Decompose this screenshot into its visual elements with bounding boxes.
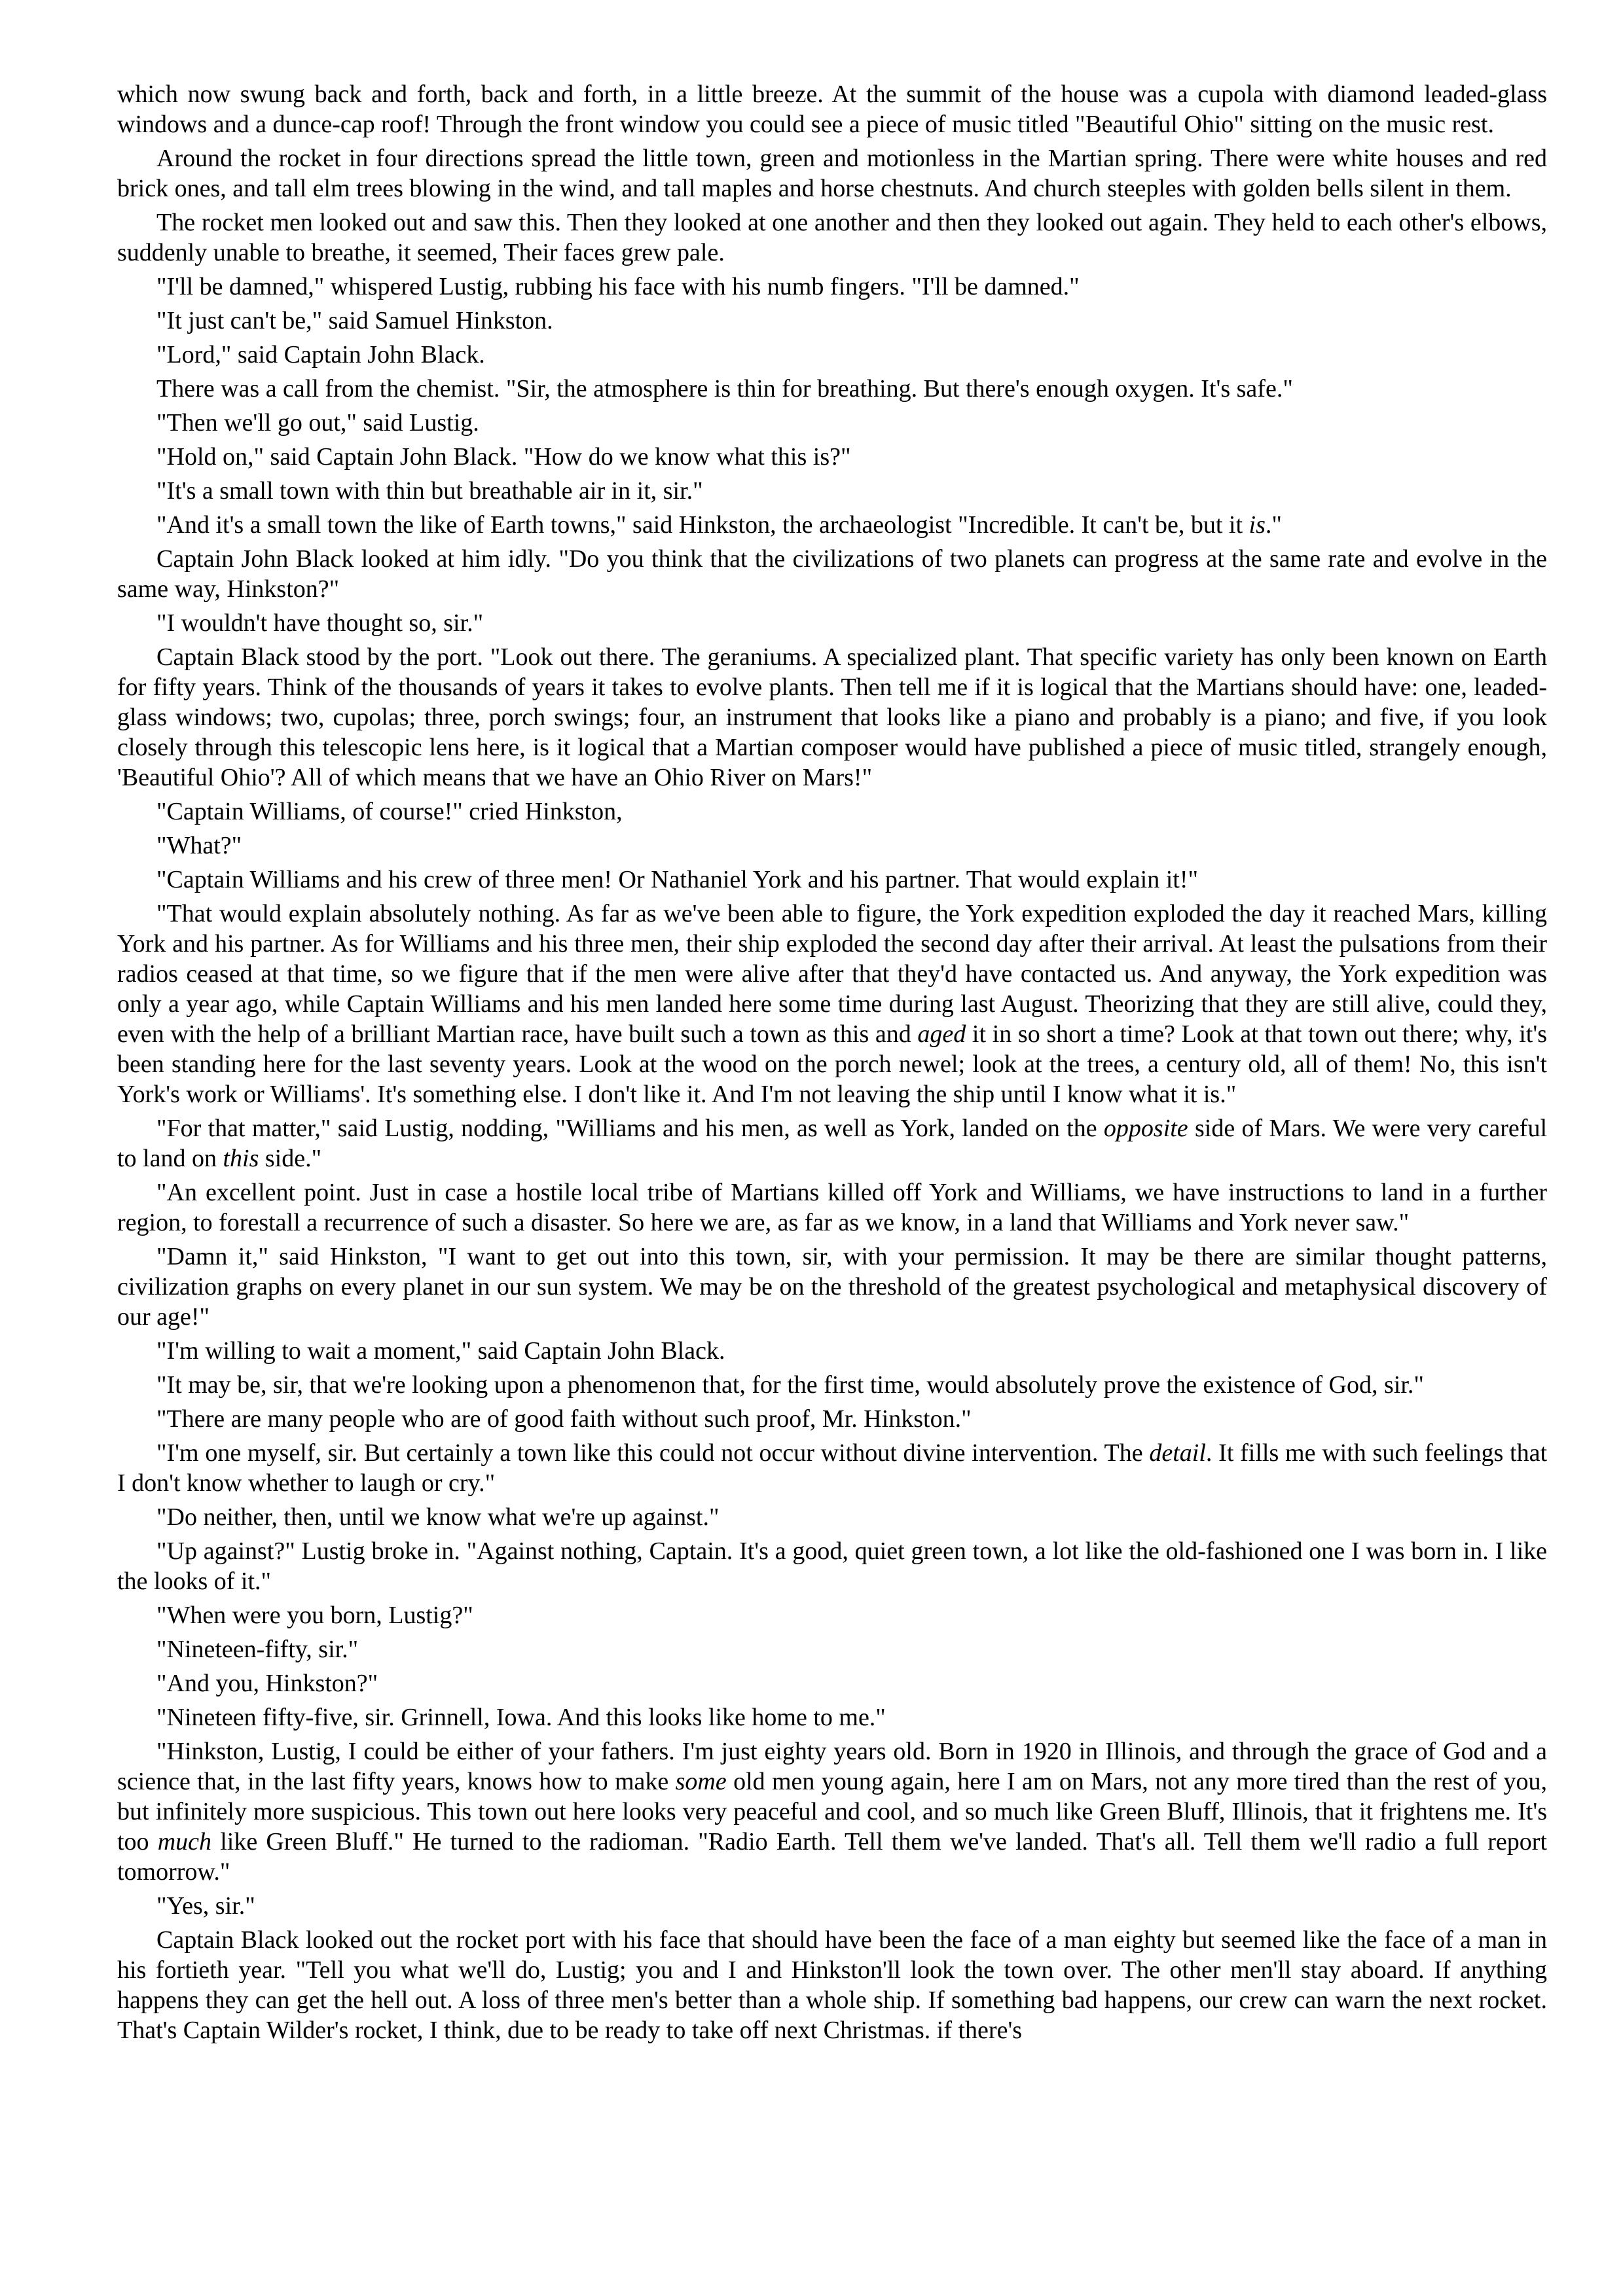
text-run: "Captain Williams and his crew of three men! Or Nathaniel York and his partner. That would explain it!" (156, 866, 1199, 893)
text-run: "Damn it," said Hinkston, "I want to get out into this town, sir, with your permission. It may be there are similar thought patterns, civilization graphs on every planet in our sun system. We may be on the threshold of the greatest psychological and metaphysical discovery of our age!" (117, 1243, 1547, 1331)
paragraph (117, 1736, 1547, 1887)
italic-run: this (223, 1145, 259, 1172)
italic-run: opposite (1103, 1115, 1188, 1142)
text-run: "An excellent point. Just in case a hostile local tribe of Martians killed off York and Williams, we have instructions to land in a further region, to forestall a recurrence of such a disaster. So here we are, as far as we know, in a land that Williams and York never saw." (117, 1179, 1547, 1236)
text-run: "When were you born, Lustig?" (156, 1602, 473, 1629)
paragraph (117, 306, 1547, 336)
paragraph (117, 1404, 1547, 1434)
paragraph (117, 1891, 1547, 1921)
text-run: old men young again, here I am on Mars, not any more tired than the rest of you, but infinitely more suspicious. This town out here looks very peaceful and cool, and so much like Green Bluff, Illinois, that it frightens me. It's too (117, 1768, 1547, 1856)
paragraph (117, 1536, 1547, 1596)
text-run: "I'm willing to wait a moment," said Captain John Black. (156, 1337, 725, 1365)
text-run: "Up against?" Lustig broke in. "Against nothing, Captain. It's a good, quiet green town, a lot like the old-fashioned one I was born in. I like the looks of it." (117, 1537, 1547, 1595)
paragraph (117, 143, 1547, 204)
paragraph (117, 207, 1547, 268)
paragraph (117, 510, 1547, 540)
italic-run: is (1249, 511, 1266, 539)
text-run: "It just can't be," said Samuel Hinkston. (156, 307, 553, 334)
paragraph (117, 797, 1547, 827)
paragraph (117, 1634, 1547, 1664)
paragraph (117, 544, 1547, 604)
paragraph (117, 1702, 1547, 1732)
paragraph (117, 408, 1547, 438)
paragraph (117, 1336, 1547, 1366)
text-run: ." (1265, 511, 1282, 539)
text-run: "Do neither, then, until we know what we're up against." (156, 1503, 720, 1531)
text-run: "That would explain absolutely nothing. As far as we've been able to figure, the York expedition exploded the day it reached Mars, killing York and his partner. As for Williams and his three men, their ship exploded the second day after their arrival. At least the pulsations from their radios ceased at that time, so we figure that if the men were alive after that they'd have contacted us. And anyway, the York expedition was only a year ago, while Captain Williams and his men landed here some time during last August. Theorizing that they are still alive, could they, even with the help of a brilliant Martian race, have built such a town as this and (117, 900, 1547, 1048)
text-run: "Hold on," said Captain John Black. "How do we know what this is?" (156, 443, 851, 471)
text-run: Captain John Black looked at him idly. "Do you think that the civilizations of two planets can progress at the same rate and evolve in the same way, Hinkston?" (117, 545, 1547, 603)
text-run: "For that matter," said Lustig, nodding, "Williams and his men, as well as York, landed on the (156, 1115, 1104, 1142)
text-run: "I'll be damned," whispered Lustig, rubbing his face with his numb fingers. "I'll be damned." (156, 273, 1080, 300)
text-run: "Nineteen-fifty, sir." (156, 1636, 359, 1663)
text-run: "It may be, sir, that we're looking upon a phenomenon that, for the first time, would absolutely prove the existence of God, sir." (156, 1371, 1424, 1399)
text-run: "Lord," said Captain John Black. (156, 341, 485, 368)
text-run: which now swung back and forth, back and forth, in a little breeze. At the summit of the house was a cupola with diamond leaded-glass windows and a dunce-cap roof! Through the front window you could see a piece of music titled "Beautiful Ohio" sitting on the music rest. (117, 81, 1547, 138)
italic-run: aged (917, 1020, 966, 1048)
text-run: "Nineteen fifty-five, sir. Grinnell, Iowa. And this looks like home to me." (156, 1704, 886, 1731)
text-block (117, 79, 1547, 2049)
text-run: side." (259, 1145, 322, 1172)
paragraph (117, 1177, 1547, 1238)
text-run: "Hinkston, Lustig, I could be either of your fathers. I'm just eighty years old. Born in 1920 in Illinois, and through the grace of God and a science that, in the last fifty years, knows how to make (117, 1738, 1547, 1795)
paragraph (117, 1438, 1547, 1498)
paragraph (117, 608, 1547, 638)
text-run: The rocket men looked out and saw this. Then they looked at one another and then they looked out again. They held to each other's elbows, suddenly unable to breathe, it seemed, Their faces grew pale. (117, 209, 1547, 266)
paragraph (117, 1502, 1547, 1532)
paragraph (117, 899, 1547, 1109)
text-run: "There are many people who are of good faith without such proof, Mr. Hinkston." (156, 1405, 972, 1433)
italic-run: much (157, 1828, 212, 1856)
paragraph (117, 1370, 1547, 1400)
text-run: "What?" (156, 832, 242, 859)
paragraph (117, 1242, 1547, 1332)
paragraph (117, 865, 1547, 895)
text-run: "Captain Williams, of course!" cried Hinkston, (156, 798, 623, 825)
text-run: "I'm one myself, sir. But certainly a town like this could not occur without divine intervention. The (156, 1439, 1150, 1467)
paragraph (117, 476, 1547, 506)
text-run: like Green Bluff." He turned to the radioman. "Radio Earth. Tell them we've landed. That's all. Tell them we'll radio a full report tomorrow." (117, 1828, 1547, 1886)
text-run: Captain Black looked out the rocket port with his face that should have been the face of a man eighty but seemed like the face of a man in his fortieth year. "Tell you what we'll do, Lustig; you and I and Hinkston'll look the town over. The other men'll stay aboard. If anything happens they can get the hell out. A loss of three men's better than a whole ship. If something bad happens, our crew can warn the next rocket. That's Captain Wilder's rocket, I think, due to be ready to take off next Christmas. if there's (117, 1926, 1547, 2044)
paragraph (117, 340, 1547, 370)
text-run: "I wouldn't have thought so, sir." (156, 609, 484, 637)
paragraph (117, 642, 1547, 793)
paragraph (117, 1113, 1547, 1174)
text-run: "Then we'll go out," said Lustig. (156, 409, 479, 437)
paragraph (117, 1668, 1547, 1698)
text-run: Captain Black stood by the port. "Look out there. The geraniums. A specialized plant. That specific variety has only been known on Earth for fifty years. Think of the thousands of years it takes to evolve plants. Then tell me if it is logical that the Martians should have: one, leaded-glass windows; two, cupolas; three, porch swings; four, an instrument that looks like a piano and probably is a piano; and five, if you look closely through this telescopic lens here, is it logical that a Martian composer would have published a piece of music titled, strangely enough, 'Beautiful Ohio'? All of which means that we have an Ohio River on Mars!" (117, 643, 1547, 791)
text-run: Around the rocket in four directions spread the little town, green and motionless in the Martian spring. There were white houses and red brick ones, and tall elm trees blowing in the wind, and tall maples and horse chestnuts. And church steeples with golden bells silent in them. (117, 145, 1547, 202)
text-run: There was a call from the chemist. "Sir, the atmosphere is thin for breathing. But there's enough oxygen. It's safe." (156, 375, 1293, 403)
paragraph (117, 1925, 1547, 2045)
text-run: "And you, Hinkston?" (156, 1670, 378, 1697)
text-run: side of Mars. We were very careful to land on (117, 1115, 1547, 1172)
paragraph (117, 272, 1547, 302)
text-run: . It fills me with such feelings that I don't know whether to laugh or cry." (117, 1439, 1548, 1497)
paragraph (117, 831, 1547, 861)
text-run: it in so short a time? Look at that town out there; why, it's been standing here for the last seventy years. Look at the wood on the porch newel; look at the trees, a century old, all of them! No, this isn't York's work or Williams'. It's something else. I don't like it. And I'm not leaving the ship until I know what it is." (117, 1020, 1548, 1108)
text-run: "It's a small town with thin but breathable air in it, sir." (156, 477, 703, 505)
text-run: "And it's a small town the like of Earth towns," said Hinkston, the archaeologist "Incredible. It can't be, but it (156, 511, 1249, 539)
text-run: "Yes, sir." (156, 1892, 255, 1920)
paragraph (117, 79, 1547, 139)
paragraph (117, 1600, 1547, 1630)
italic-run: detail (1149, 1439, 1206, 1467)
italic-run: some (675, 1768, 727, 1795)
paragraph (117, 374, 1547, 404)
paragraph (117, 442, 1547, 472)
